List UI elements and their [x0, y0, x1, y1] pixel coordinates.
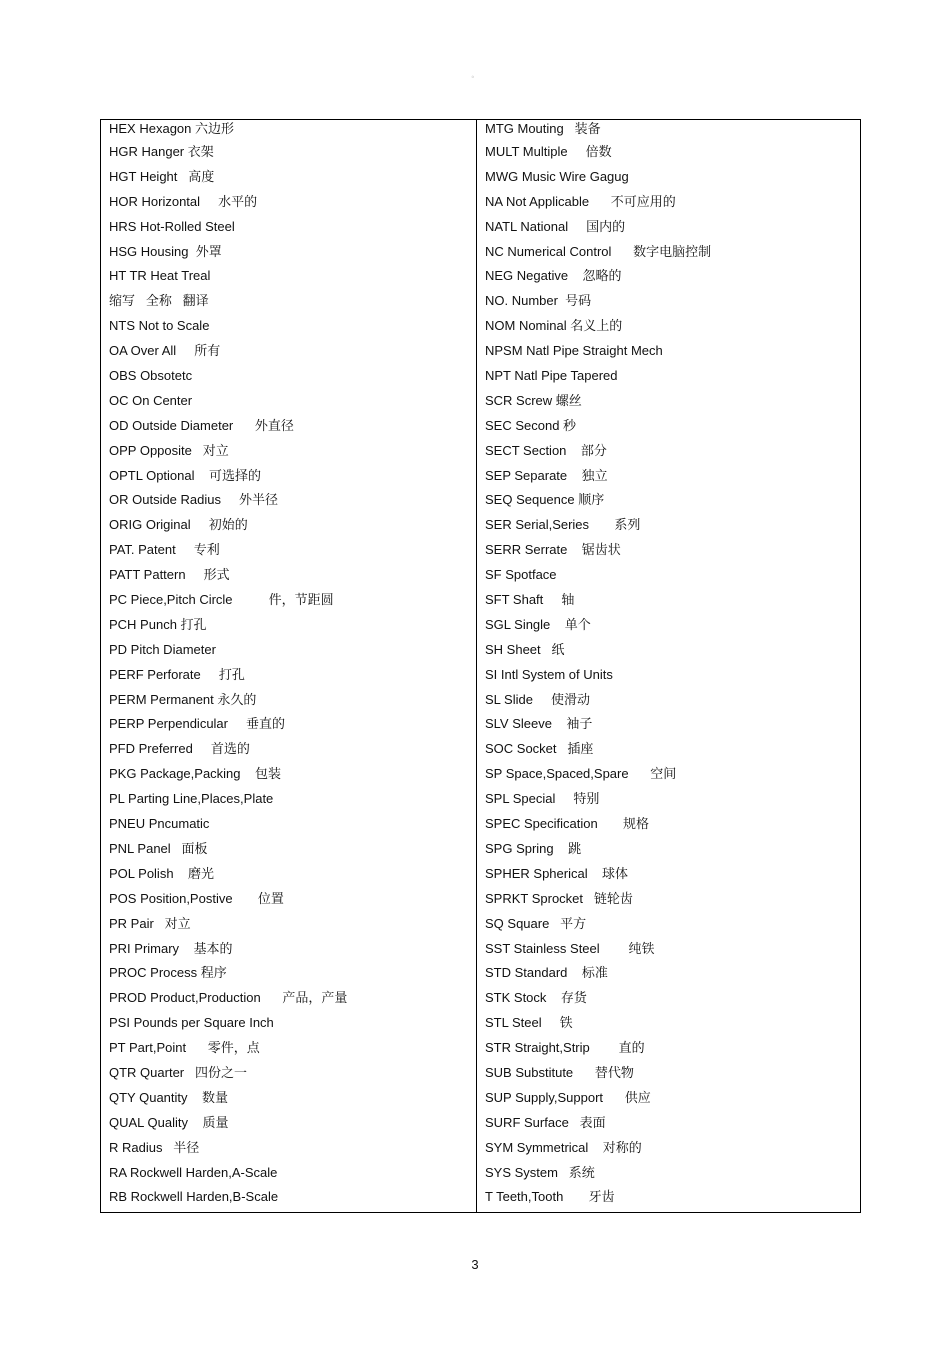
abbreviation-entry: SUP Supply,Support 供应 — [485, 1089, 651, 1105]
abbreviation-entry: SPHER Spherical 球体 — [485, 865, 629, 881]
abbreviation-entry: RA Rockwell Harden,A-Scale — [109, 1164, 278, 1180]
abbreviation-entry: PAT. Patent 专利 — [109, 542, 220, 558]
abbreviation-entry: RB Rockwell Harden,B-Scale — [109, 1189, 279, 1205]
abbreviation-entry: HRS Hot-Rolled Steel — [109, 218, 235, 234]
abbreviation-entry: PFD Preferred 首选的 — [109, 741, 250, 757]
abbreviation-entry: SPG Spring 跳 — [485, 840, 582, 856]
abbreviation-entry: NTS Not to Scale — [109, 318, 210, 334]
abbreviation-entry: SEP Separate 独立 — [485, 467, 608, 483]
abbreviation-entry: SOC Socket 插座 — [485, 741, 594, 757]
abbreviation-entry: SP Space,Spaced,Spare 空间 — [485, 766, 677, 782]
abbreviation-entry: STL Steel 铁 — [485, 1015, 573, 1031]
abbreviation-entry: ORIG Original 初始的 — [109, 517, 248, 533]
page-number: 3 — [471, 1257, 479, 1272]
abbreviation-entry: SEC Second 秒 — [485, 417, 577, 433]
abbreviation-entry: SUB Substitute 替代物 — [485, 1064, 634, 1080]
abbreviation-entry: POS Position,Postive 位置 — [109, 890, 284, 906]
abbreviation-entry: OBS Obsotetc — [109, 368, 193, 384]
abbreviation-entry: PERP Perpendicular 垂直的 — [109, 716, 286, 732]
right-column — [477, 120, 860, 1212]
abbreviation-entry: NO. Number 号码 — [485, 293, 592, 309]
abbreviation-entry: SYM Symmetrical 对称的 — [485, 1139, 642, 1155]
abbreviation-entry: PD Pitch Diameter — [109, 641, 216, 657]
abbreviation-entry: POL Polish 磨光 — [109, 865, 214, 881]
abbreviation-entry: PNL Panel 面板 — [109, 840, 208, 856]
abbreviation-entry: SF Spotface — [485, 567, 557, 583]
abbreviation-entry: MWG Music Wire Gagug — [485, 168, 629, 184]
abbreviation-entry: PKG Package,Packing 包装 — [109, 766, 281, 782]
abbreviation-entry: OC On Center — [109, 392, 193, 408]
abbreviation-entry: PATT Pattern 形式 — [109, 567, 230, 583]
abbreviation-entry: SPRKT Sprocket 链轮齿 — [485, 890, 633, 906]
abbreviation-entry: OPTL Optional 可选择的 — [109, 467, 261, 483]
abbreviation-entry: PERM Permanent 永久的 — [109, 691, 257, 707]
abbreviation-entry: MULT Multiple 倍数 — [485, 144, 612, 159]
abbreviation-entry: SECT Section 部分 — [485, 442, 607, 458]
abbreviation-entry: STR Straight,Strip 直的 — [485, 1040, 645, 1056]
abbreviation-entry: NC Numerical Control 数字电脑控制 — [485, 243, 712, 259]
abbreviation-entry: SEQ Sequence 顺序 — [485, 492, 605, 508]
abbreviation-entry: PC Piece,Pitch Circle 件，节距圆 — [109, 592, 334, 608]
abbreviation-entry: QTR Quarter 四份之一 — [109, 1064, 247, 1080]
abbreviation-entry: NPSM Natl Pipe Straight Mech — [485, 343, 663, 359]
abbreviation-entry: NA Not Applicable 不可应用的 — [485, 193, 676, 209]
abbreviation-entry: NOM Nominal 名义上的 — [485, 318, 623, 334]
abbreviation-entry: PROD Product,Production 产品，产量 — [109, 990, 348, 1006]
abbreviation-entry: SPEC Specification 规格 — [485, 816, 650, 832]
abbreviation-entry: QTY Quantity 数量 — [109, 1089, 228, 1105]
abbreviation-entry: PRI Primary 基本的 — [109, 940, 233, 956]
abbreviation-entry: T Teeth,Tooth 牙齿 — [485, 1189, 615, 1205]
abbreviation-entry: SYS System 系统 — [485, 1164, 595, 1180]
abbreviation-entry: NATL National 国内的 — [485, 218, 626, 234]
abbreviation-entry: OD Outside Diameter 外直径 — [109, 417, 294, 433]
abbreviation-entry: QUAL Quality 质量 — [109, 1114, 229, 1130]
abbreviation-entry: PSI Pounds per Square Inch — [109, 1015, 274, 1031]
abbreviation-entry: PROC Process 程序 — [109, 965, 227, 981]
abbreviation-entry: OA Over All 所有 — [109, 343, 221, 359]
abbreviation-entry: SLV Sleeve 袖子 — [485, 716, 593, 732]
abbreviation-entry: SERR Serrate 锯齿状 — [485, 542, 621, 558]
abbreviation-entry: SST Stainless Steel 纯铁 — [485, 940, 655, 956]
abbreviation-entry: R Radius 半径 — [109, 1139, 200, 1155]
abbreviation-entry: HGR Hanger 衣架 — [109, 144, 214, 159]
abbreviation-entry: HEX Hexagon 六边形 — [109, 121, 234, 136]
abbreviation-entry: SGL Single 单个 — [485, 616, 591, 632]
abbreviation-entry: SL Slide 使滑动 — [485, 691, 590, 707]
abbreviation-entry: SPL Special 特别 — [485, 791, 600, 807]
abbreviation-entry: SFT Shaft 轴 — [485, 592, 575, 608]
abbreviation-table — [100, 119, 861, 1213]
abbreviation-entry: STK Stock 存货 — [485, 990, 587, 1006]
abbreviation-entry: 缩写 全称 翻译 — [109, 293, 209, 309]
abbreviation-entry: HSG Housing 外罩 — [109, 243, 222, 259]
left-column — [101, 120, 477, 1212]
abbreviation-entry: PNEU Pncumatic — [109, 816, 210, 832]
abbreviation-entry: PERF Perforate 打孔 — [109, 666, 245, 682]
abbreviation-entry: SI Intl System of Units — [485, 666, 613, 682]
abbreviation-entry: PR Pair 对立 — [109, 915, 191, 931]
abbreviation-entry: PL Parting Line,Places,Plate — [109, 791, 274, 807]
abbreviation-entry: NPT Natl Pipe Tapered — [485, 368, 618, 384]
abbreviation-entry: SURF Surface 表面 — [485, 1114, 606, 1130]
abbreviation-entry: OPP Opposite 对立 — [109, 442, 229, 458]
abbreviation-entry: SH Sheet 纸 — [485, 641, 565, 657]
abbreviation-entry: HT TR Heat Treal — [109, 268, 211, 284]
abbreviation-entry: MTG Mouting 装备 — [485, 121, 601, 136]
abbreviation-entry: HGT Height 高度 — [109, 168, 215, 184]
abbreviation-entry: SCR Screw 螺丝 — [485, 392, 582, 408]
abbreviation-entry: STD Standard 标准 — [485, 965, 608, 981]
abbreviation-entry: SQ Square 平方 — [485, 915, 587, 931]
abbreviation-entry: PT Part,Point 零件，点 — [109, 1040, 260, 1056]
abbreviation-entry: NEG Negative 忽略的 — [485, 268, 622, 284]
abbreviation-entry: OR Outside Radius 外半径 — [109, 492, 279, 508]
abbreviation-entry: SER Serial,Series 系列 — [485, 517, 641, 533]
abbreviation-entry: PCH Punch 打孔 — [109, 616, 207, 632]
header-mark: 。 — [471, 72, 479, 79]
abbreviation-entry: HOR Horizontal 水平的 — [109, 193, 258, 209]
